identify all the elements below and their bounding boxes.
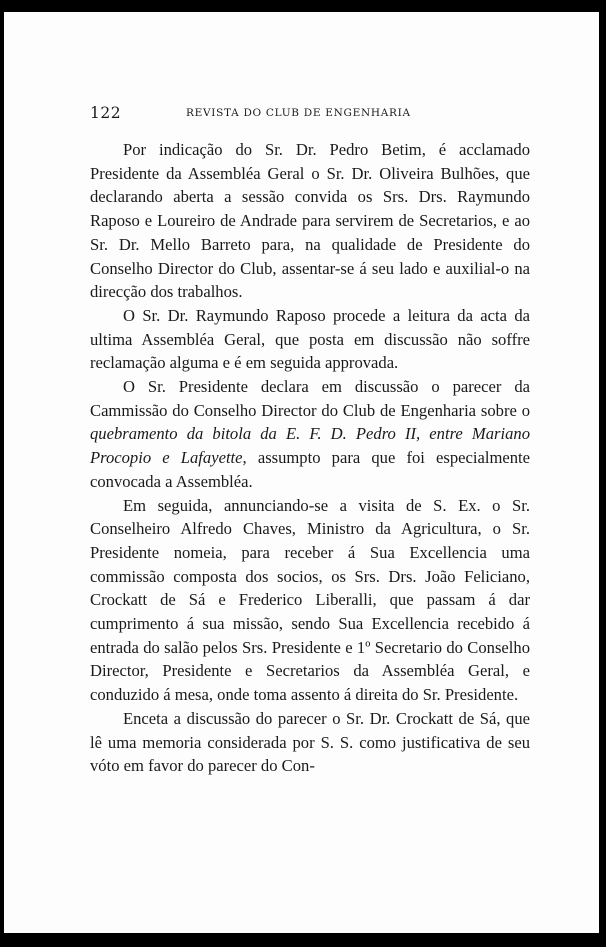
paragraph-3-text-after: assumpto para que foi especialmente convocada a Assembléa. — [90, 448, 530, 491]
body-text — [90, 138, 530, 778]
paragraph-3 — [90, 375, 530, 494]
paragraph-2: O Sr. Dr. Raymundo Raposo procede a leitura da acta da ultima Assembléa Geral, que posta em discussão não soffre reclamação alguma e é em seguida approvada. — [90, 305, 530, 373]
running-title: REVISTA DO CLUB DE ENGENHARIA — [186, 107, 411, 119]
paragraph-1: Por indicação do Sr. Dr. Pedro Betim, é acclamado Presidente da Assembléa Geral o Sr. Dr. Oliveira Bulhões, que declarando aberta a sessão convida os Srs. Drs. Raymundo Raposo e Loureiro de Andrade para servirem de Secretarios, e ao Sr. Dr. Mello Barreto para, na qualidade de Presidente do Conselho Director do Club, assentar-se á seu lado e auxilial-o na direcção dos trabalhos. — [90, 140, 530, 302]
document-page — [90, 98, 530, 928]
paragraph-3-italic-subject: quebramento da bitola da E. F. D. Pedro II, entre Mariano Procopio e Lafayette, — [90, 424, 530, 468]
page-header — [90, 98, 530, 138]
paragraph-3-text-before: O Sr. Presidente declara em discussão o parecer da Cammissão do Conselho Director do Club de Engenharia sobre o — [90, 377, 530, 420]
paragraph-4: Em seguida, annunciando-se a visita de S. Ex. o Sr. Conselheiro Alfredo Chaves, Ministro da Agricultura, o Sr. Presidente nomeia, para receber á Sua Excellencia uma commissão composta dos socios, os Srs. Drs. João Feliciano, Crockatt de Sá e Frederico Liberalli, que passam á dar cumprimento á sua missão, sendo Sua Excellencia recebido á entrada do salão pelos Srs. Presidente e 1º Secretario do Conselho Director, Presidente e Secretarios da Assembléa Geral, e conduzido á mesa, onde toma assento á direita do Sr. Presidente. — [90, 495, 530, 705]
paragraph-5: Enceta a discussão do parecer o Sr. Dr. Crockatt de Sá, que lê uma memoria considerada por S. S. como justificativa de seu vóto em favor do parecer do Con- — [90, 708, 530, 776]
page-number: 122 — [90, 104, 122, 122]
